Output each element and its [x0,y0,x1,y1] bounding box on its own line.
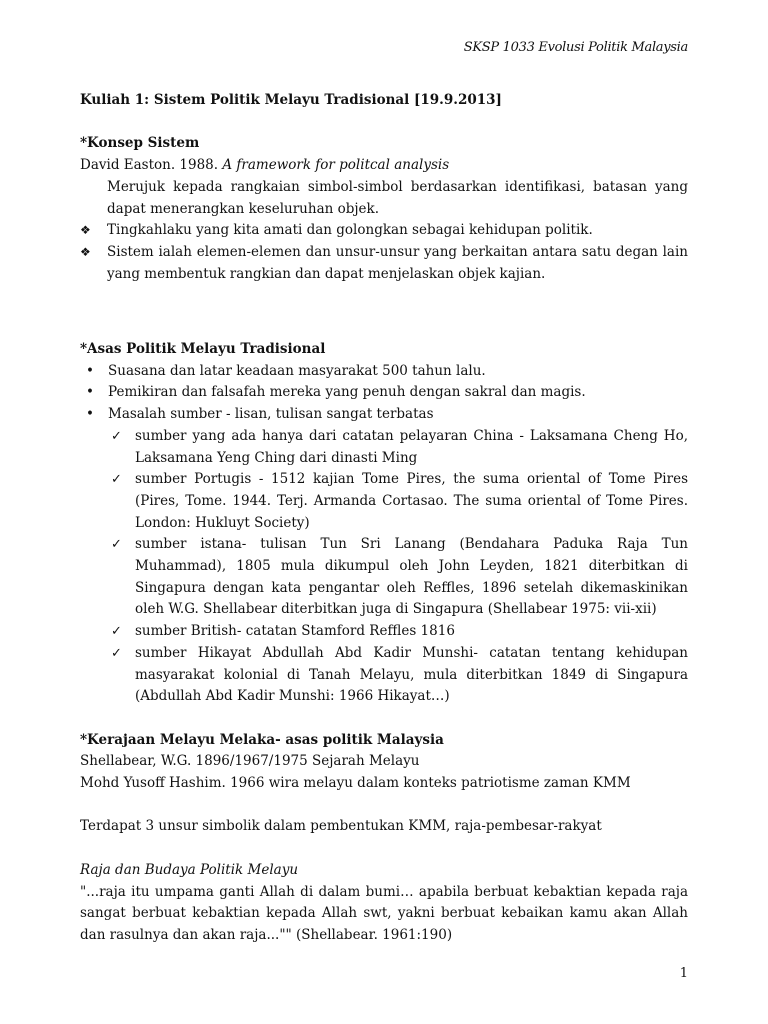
list-item [80,220,688,242]
subheading-raja: Raja dan Budaya Politik Melayu [80,861,299,878]
list-item [80,404,688,426]
page-number: 1 [679,966,688,981]
list-item-text: sumber istana- tulisan Tun Sri Lanang (Bendahara Paduka Raja Tun Muhammad), 1805 mula dikumpul oleh John Leyden, 1821 diterbitkan di Singapura dengan kata pengantar oleh Reffles, 1896 setelah dikemaskinikan oleh W.G. Shellabear diterbitkan juga di Singapura (Shellabear 1975: vii-xii) [135,536,688,618]
list-item-text: sumber yang ada hanya dari catatan pelayaran China - Laksamana Cheng Ho, Laksamana Yeng Ching dari dinasti Ming [135,427,688,466]
list-item [80,361,688,383]
list-item [108,426,688,469]
asas-bullet-list [80,361,688,426]
section-kerajaan-melaka [80,730,688,839]
section-konsep-sistem [80,133,688,285]
checkmark-icon: ✓ [111,472,122,488]
diamond-bullet-icon: ❖ [80,223,91,238]
reference-title: A framework for politcal analysis [222,157,450,174]
definition-paragraph: Merujuk kepada rangkaian simbol-simbol berdasarkan identifikasi, batasan yang dapat menerangkan keseluruhan objek. [107,178,688,217]
list-item-text: Pemikiran dan falsafah mereka yang penuh dengan sakral dan magis. [108,384,586,401]
bullet-icon: • [86,406,94,423]
section-heading-konsep: *Konsep Sistem [80,135,200,152]
bullet-icon: • [86,362,94,379]
sources-check-list [108,426,688,708]
diamond-bullet-icon: ❖ [80,244,91,259]
list-item-text: Sistem ialah elemen-elemen dan unsur-unsur yang berkaitan antara satu degan lain yang membentuk rangkian dan dapat menjelaskan objek kajian. [107,243,688,282]
list-item-text: Masalah sumber - lisan, tulisan sangat terbatas [108,406,434,423]
lecture-title: Kuliah 1: Sistem Politik Melayu Tradisional [19.9.2013] [80,92,502,108]
checkmark-icon: ✓ [111,428,122,444]
list-item-text: Suasana dan latar keadaan masyarakat 500 tahun lalu. [108,362,486,379]
checkmark-icon: ✓ [111,645,122,661]
reference-yusoff: Mohd Yusoff Hashim. 1966 wira melayu dalam konteks patriotisme zaman KMM [80,775,631,792]
list-item [80,382,688,404]
list-item [108,621,688,643]
list-item [80,242,688,285]
bullet-icon: • [86,384,94,401]
list-item-text: sumber Hikayat Abdullah Abd Kadir Munshi- catatan tentang kehidupan masyarakat kolonial di Tanah Melayu, mula diterbitkan 1849 di Singapura (Abdullah Abd Kadir Munshi: 1966 Hikayat…) [135,644,688,705]
list-item [108,534,688,621]
checkmark-icon: ✓ [111,537,122,553]
document-body [80,90,688,947]
list-item [108,469,688,534]
list-item [108,643,688,708]
section-heading-asas: *Asas Politik Melayu Tradisional [80,341,326,357]
konsep-point-list [80,220,688,285]
list-item-text: Tingkahlaku yang kita amati dan golongkan sebagai kehidupan politik. [107,222,593,239]
list-item-text: sumber Portugis - 1512 kajian Tome Pires, the suma oriental of Tome Pires (Pires, Tome. 1944. Terj. Armanda Cortasao. The suma oriental of Tome Pires. London: Hukluyt Society) [135,471,688,531]
quote-paragraph: "...raja itu umpama ganti Allah di dalam bumi… apabila berbuat kebaktian kepada raja sangat berbuat kebaktian kepada Allah swt, yakni berbuat kebaikan kamu akan Allah dan rasulnya dan akan raja..."" (Shellabear. 1961:190) [80,883,688,943]
running-header: SKSP 1033 Evolusi Politik Malaysia [463,40,688,55]
reference-shellabear: Shellabear, W.G. 1896/1967/1975 Sejarah Melayu [80,753,420,770]
kmm-statement: Terdapat 3 unsur simbolik dalam pembentukan KMM, raja-pembesar-rakyat [80,818,602,835]
checkmark-icon: ✓ [111,624,122,640]
reference-author: David Easton. 1988. [80,157,223,174]
section-heading-kerajaan: *Kerajaan Melayu Melaka- asas politik Malaysia [80,731,444,748]
section-raja-budaya [80,860,688,947]
section-asas-politik [80,339,688,708]
reference-easton [80,155,688,177]
list-item-text: sumber British- catatan Stamford Reffles 1816 [135,623,455,640]
